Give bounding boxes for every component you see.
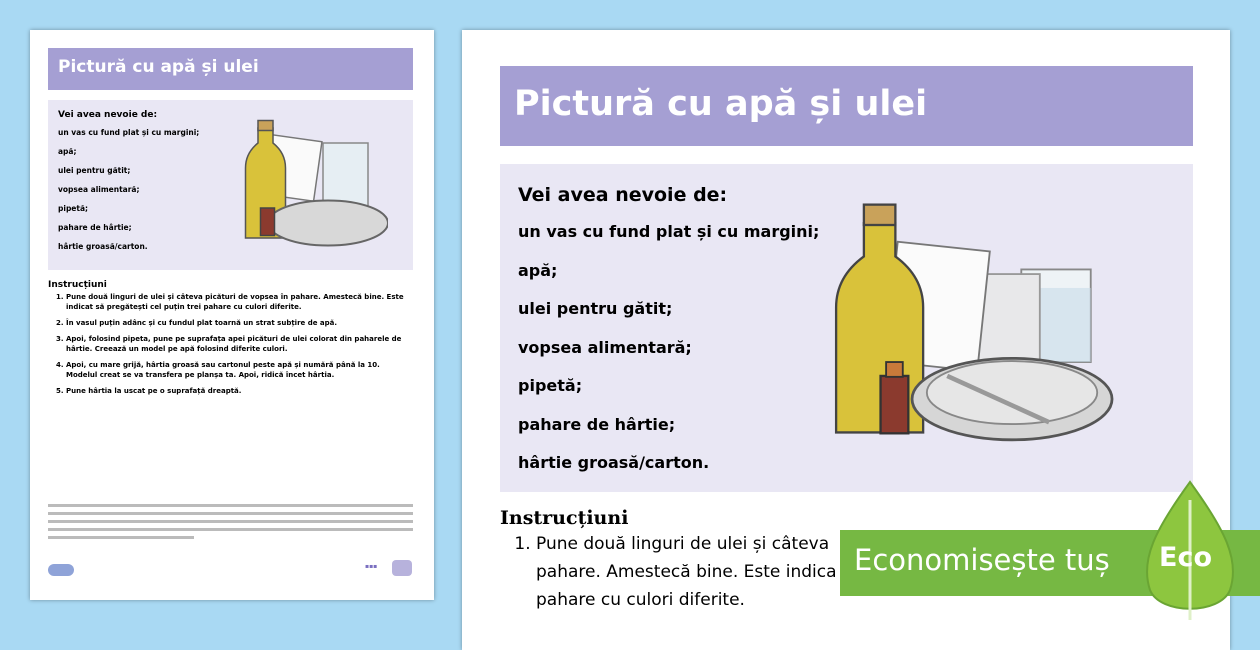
materials-heading: Vei avea nevoie de: (518, 184, 728, 206)
thumbnail-title-bar (48, 48, 413, 90)
thumbnail-material-item: vopsea alimentară; (58, 185, 140, 194)
instruction-line: Pune două linguri de ulei și câteva (536, 534, 830, 554)
material-item: un vas cu fund plat și cu margini; (518, 222, 820, 241)
thumbnail-instruction-step: 4. Apoi, cu mare grijă, hârtia groasă sau cartonul peste apă și numără până la 10. Modelul creat se va transfera pe planșa ta. Apoi, ridică încet hârtia. (66, 360, 406, 380)
thumbnail-instruction-step: 2. În vasul puțin adânc și cu fundul plat toarnă un strat subțire de apă. (66, 318, 406, 328)
thumbnail-material-item: apă; (58, 147, 77, 156)
materials-list (518, 222, 819, 492)
instructions-heading: Instrucțiuni (500, 507, 629, 529)
material-item: apă; (518, 260, 558, 280)
document-title-bar (500, 66, 1193, 146)
eco-badge-label: Eco (1159, 542, 1212, 573)
thumbnail-supplies-illustration (238, 118, 388, 253)
thumbnail-instructions-heading: Instrucțiuni (48, 280, 107, 290)
save-ink-label: Economisește tuș (854, 543, 1110, 577)
preview-thumbnail[interactable] (30, 30, 434, 600)
thumbnail-materials-heading: Vei avea nevoie de: (58, 110, 158, 120)
document-title: Pictură cu apă și ulei (514, 84, 928, 124)
thumbnail-instruction-step: 3. Apoi, folosind pipeta, pune pe suprafața apei picături de ulei colorat din paharele de hârtie. Creează un model pe apă folosind diferite culori. (66, 334, 406, 354)
material-item: pipetă; (518, 376, 583, 395)
brand-logo-icon (48, 564, 74, 576)
material-item: pahare de hârtie; (518, 414, 676, 434)
eco-leaf-icon[interactable] (1135, 480, 1245, 620)
materials-box (500, 164, 1193, 492)
material-item: hârtie groasă/carton. (518, 453, 710, 472)
thumbnail-instruction-step: 1. Pune două linguri de ulei și câteva picături de vopsea în pahare. Amestecă bine. Este indicat să pregătești cel puțin trei pahare cu culori diferite. (66, 292, 406, 312)
brand-mark-icon: ▪▪▪ (365, 563, 378, 570)
badge-logo-icon (392, 560, 412, 576)
thumbnail-instructions-list (48, 292, 406, 402)
instruction-line: pahare. Amestecă bine. Este indica (536, 562, 837, 582)
material-item: vopsea alimentară; (518, 337, 692, 357)
material-item: ulei pentru gătit; (518, 299, 673, 318)
thumbnail-material-item: un vas cu fund plat și cu margini; (58, 128, 200, 137)
thumbnail-materials-box (48, 100, 413, 270)
thumbnail-instruction-step: 5. Pune hârtia la uscat pe o suprafață dreaptă. (66, 386, 406, 396)
thumbnail-material-item: hârtie groasă/carton. (58, 242, 148, 251)
thumbnail-fine-print (48, 504, 413, 564)
thumbnail-material-item: pahare de hârtie; (58, 223, 132, 232)
thumbnail-material-item: pipetă; (58, 204, 89, 213)
supplies-illustration (830, 200, 1120, 450)
thumbnail-material-item: ulei pentru gătit; (58, 166, 131, 175)
instruction-line: pahare cu culori diferite. (536, 590, 745, 610)
thumbnail-title: Pictură cu apă și ulei (58, 57, 259, 77)
